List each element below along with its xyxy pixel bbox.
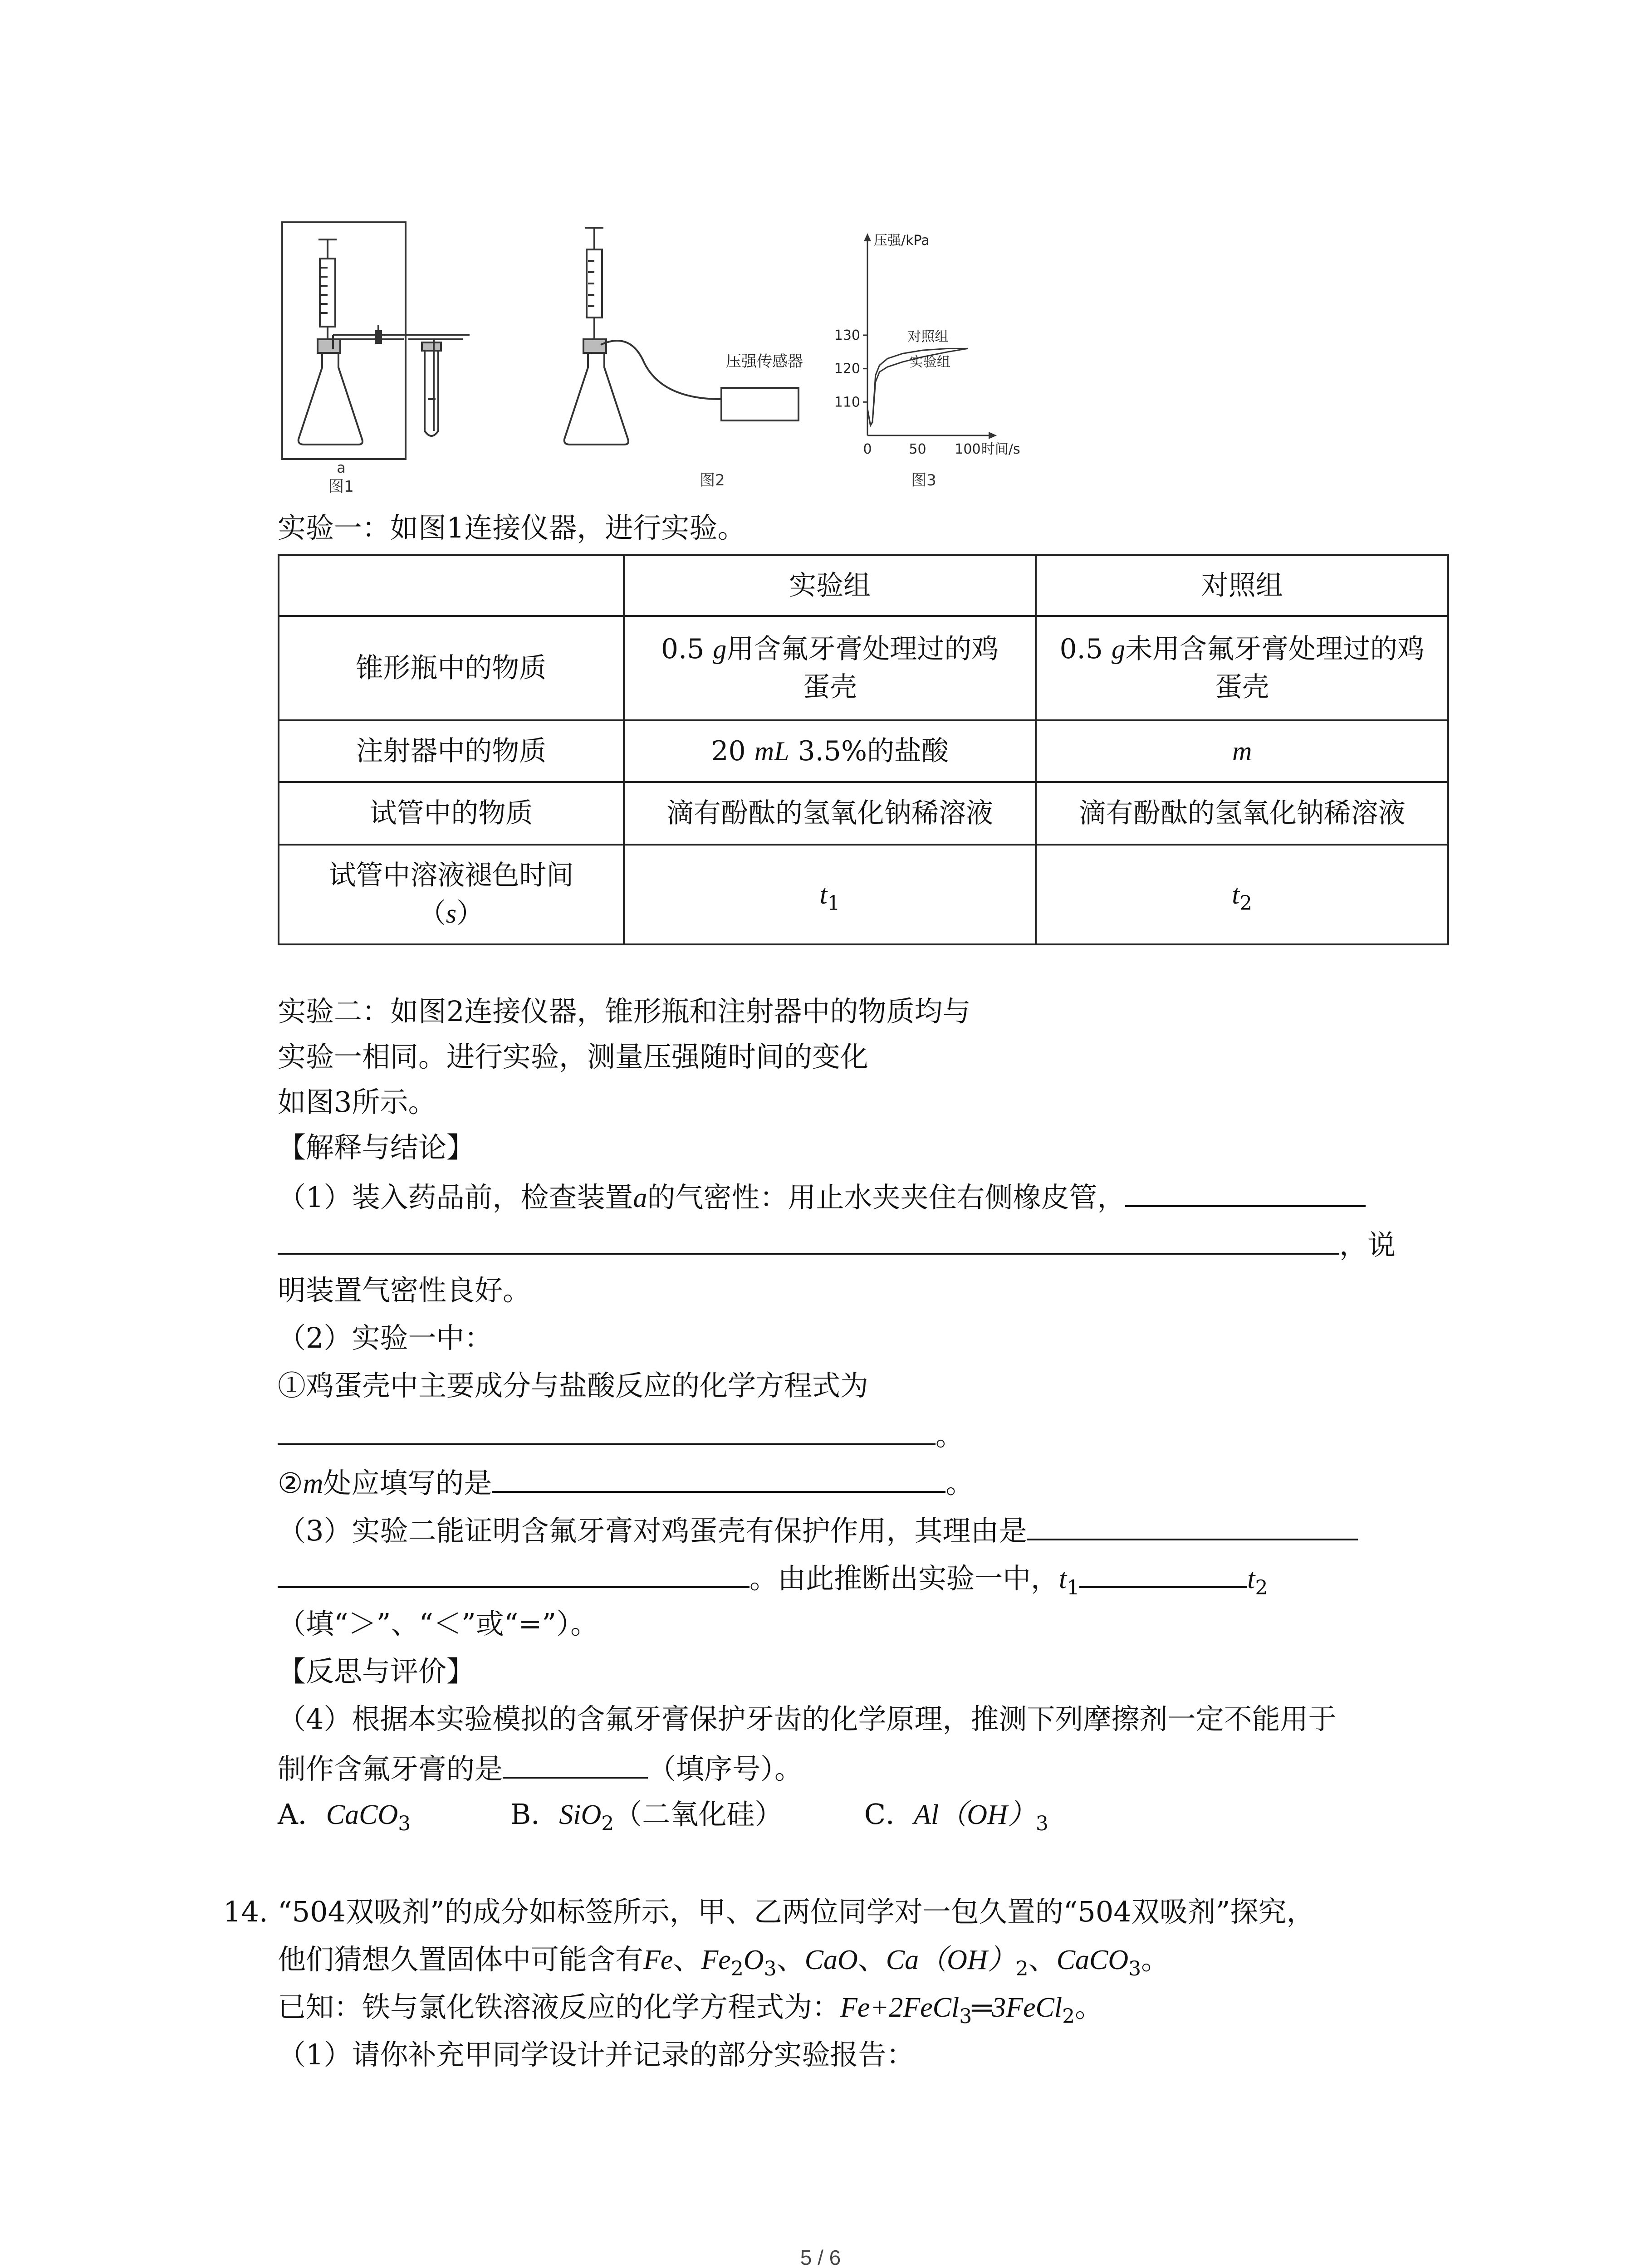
q14-number: 14. bbox=[223, 1895, 268, 1928]
q3-line1: （3）实验二能证明含氟牙膏对鸡蛋壳有保护作用，其理由是 bbox=[278, 1510, 1358, 1549]
figure-1-apparatus bbox=[282, 222, 470, 459]
table-row-label: 锥形瓶中的物质 bbox=[279, 616, 624, 720]
section-conclusion: 【解释与结论】 bbox=[278, 1131, 475, 1164]
table-row bbox=[279, 845, 1448, 944]
pressure-chart bbox=[834, 233, 1020, 457]
q2-i: ①鸡蛋壳中主要成分与盐酸反应的化学方程式为 bbox=[278, 1369, 869, 1402]
fig2-caption: 图2 bbox=[700, 471, 725, 489]
q4-options bbox=[278, 1796, 1048, 1833]
q1-line3: 明装置气密性良好。 bbox=[278, 1274, 531, 1307]
option-a: A．CaCO$_3$ bbox=[278, 1798, 411, 1835]
table-cell: 滴有酚酞的氢氧化钠稀溶液 bbox=[624, 782, 1036, 845]
experiment-table bbox=[278, 554, 1449, 945]
table-row-label: 试管中的物质 bbox=[279, 782, 624, 845]
q14-line3: 已知：铁与氯化铁溶液反应的化学方程式为：Fe+2FeCl$_3$═3FeCl$_2$。 bbox=[278, 1990, 1103, 2028]
x-tick-label: 100 bbox=[955, 441, 981, 457]
table-cell: 0.5 g用含氟牙膏处理过的鸡 蛋壳 bbox=[624, 616, 1036, 720]
answer-blank[interactable] bbox=[278, 1225, 1339, 1255]
y-axis-arrow bbox=[864, 233, 871, 241]
table-cell: $t_2$ bbox=[1036, 845, 1448, 944]
x-axis-label: 时间/s bbox=[981, 441, 1020, 457]
x-axis-arrow bbox=[989, 432, 997, 439]
figure-2-apparatus bbox=[564, 228, 798, 445]
series-label-exp: 实验组 bbox=[909, 354, 950, 371]
fig1-caption: 图1 bbox=[328, 478, 354, 496]
table-cell: 滴有酚酞的氢氧化钠稀溶液 bbox=[1036, 782, 1448, 845]
q2-i-answer: 。 bbox=[278, 1415, 964, 1454]
option-b: B．SiO$_2$（二氧化硅） bbox=[510, 1798, 783, 1835]
y-tick-label: 130 bbox=[834, 327, 860, 343]
table-header-ctrl: 对照组 bbox=[1036, 555, 1448, 616]
exp2-line3: 如图3所示。 bbox=[278, 1085, 436, 1119]
table-row bbox=[279, 720, 1448, 782]
answer-blank[interactable] bbox=[492, 1463, 945, 1493]
table-cell: $t_1$ bbox=[624, 845, 1036, 944]
answer-blank[interactable] bbox=[1125, 1177, 1366, 1207]
figures-area bbox=[272, 218, 1020, 508]
q1-line2: ，说 bbox=[278, 1225, 1396, 1263]
q2-head: （2）实验一中： bbox=[278, 1321, 493, 1354]
q2-ii: ②m处应填写的是 。 bbox=[278, 1463, 974, 1502]
answer-blank[interactable] bbox=[503, 1749, 648, 1779]
answer-blank[interactable] bbox=[1027, 1510, 1358, 1540]
exp2-line2: 实验一相同。进行实验，测量压强随时间的变化 bbox=[278, 1040, 869, 1073]
series-label-ctrl: 对照组 bbox=[907, 329, 949, 345]
y-axis-label: 压强/kPa bbox=[874, 233, 930, 249]
fig1-label-a: a bbox=[337, 459, 346, 476]
table-cell: m bbox=[1036, 720, 1448, 782]
table-row-label: 注射器中的物质 bbox=[279, 720, 624, 782]
answer-blank[interactable] bbox=[278, 1558, 749, 1588]
exp1-intro: 实验一：如图1连接仪器，进行实验。 bbox=[278, 511, 746, 544]
q4-line2: 制作含氟牙膏的是 （填序号）。 bbox=[278, 1749, 803, 1787]
q14-line1: “504双吸剂”的成分如标签所示，甲、乙两位同学对一包久置的“504双吸剂”探究， bbox=[278, 1895, 1315, 1928]
table-cell: 0.5 g未用含氟牙膏处理过的鸡 蛋壳 bbox=[1036, 616, 1448, 720]
table-row bbox=[279, 782, 1448, 845]
q3-line3: （填“＞”、“＜”或“=”）。 bbox=[278, 1607, 599, 1640]
fig2-sensor-label: 压强传感器 bbox=[726, 352, 803, 371]
q3-line2: 。由此推断出实验一中，$t_1$ $t_2$ bbox=[278, 1558, 1268, 1597]
q4-line1: （4）根据本实验模拟的含氟牙膏保护牙齿的化学原理，推测下列摩擦剂一定不能用于 bbox=[278, 1702, 1337, 1735]
table-header-exp: 实验组 bbox=[624, 555, 1036, 616]
table-corner-cell bbox=[279, 555, 624, 616]
q14-line4: （1）请你补充甲同学设计并记录的部分实验报告： bbox=[278, 2038, 915, 2071]
y-tick-label: 120 bbox=[834, 361, 860, 377]
answer-blank[interactable] bbox=[278, 1415, 936, 1445]
answer-blank[interactable] bbox=[1079, 1558, 1247, 1588]
table-header-row bbox=[279, 555, 1448, 616]
option-c: C．$Al(OH)_3$ bbox=[864, 1798, 1048, 1835]
x-tick-label: 0 bbox=[863, 441, 872, 457]
q1-line1: （1）装入药品前，检查装置a的气密性：用止水夹夹住右侧橡皮管， bbox=[278, 1177, 1366, 1216]
exp2-line1: 实验二：如图2连接仪器，锥形瓶和注射器中的物质均与 bbox=[278, 995, 971, 1028]
q14-line2: 他们猜想久置固体中可能含有Fe、$Fe_2O_3$、CaO、$Ca(OH)_2$、CaCO$_3$。 bbox=[278, 1943, 1170, 1980]
table-row bbox=[279, 616, 1448, 720]
table-row-label: 试管中溶液褪色时间 （s） bbox=[279, 845, 624, 944]
table-cell: 20 mL 3.5%的盐酸 bbox=[624, 720, 1036, 782]
y-tick-label: 110 bbox=[834, 394, 860, 411]
fig3-caption: 图3 bbox=[911, 471, 936, 489]
x-tick-label: 50 bbox=[909, 441, 926, 457]
section-reflect: 【反思与评价】 bbox=[278, 1655, 475, 1688]
page-number: 5 / 6 bbox=[800, 2246, 841, 2268]
